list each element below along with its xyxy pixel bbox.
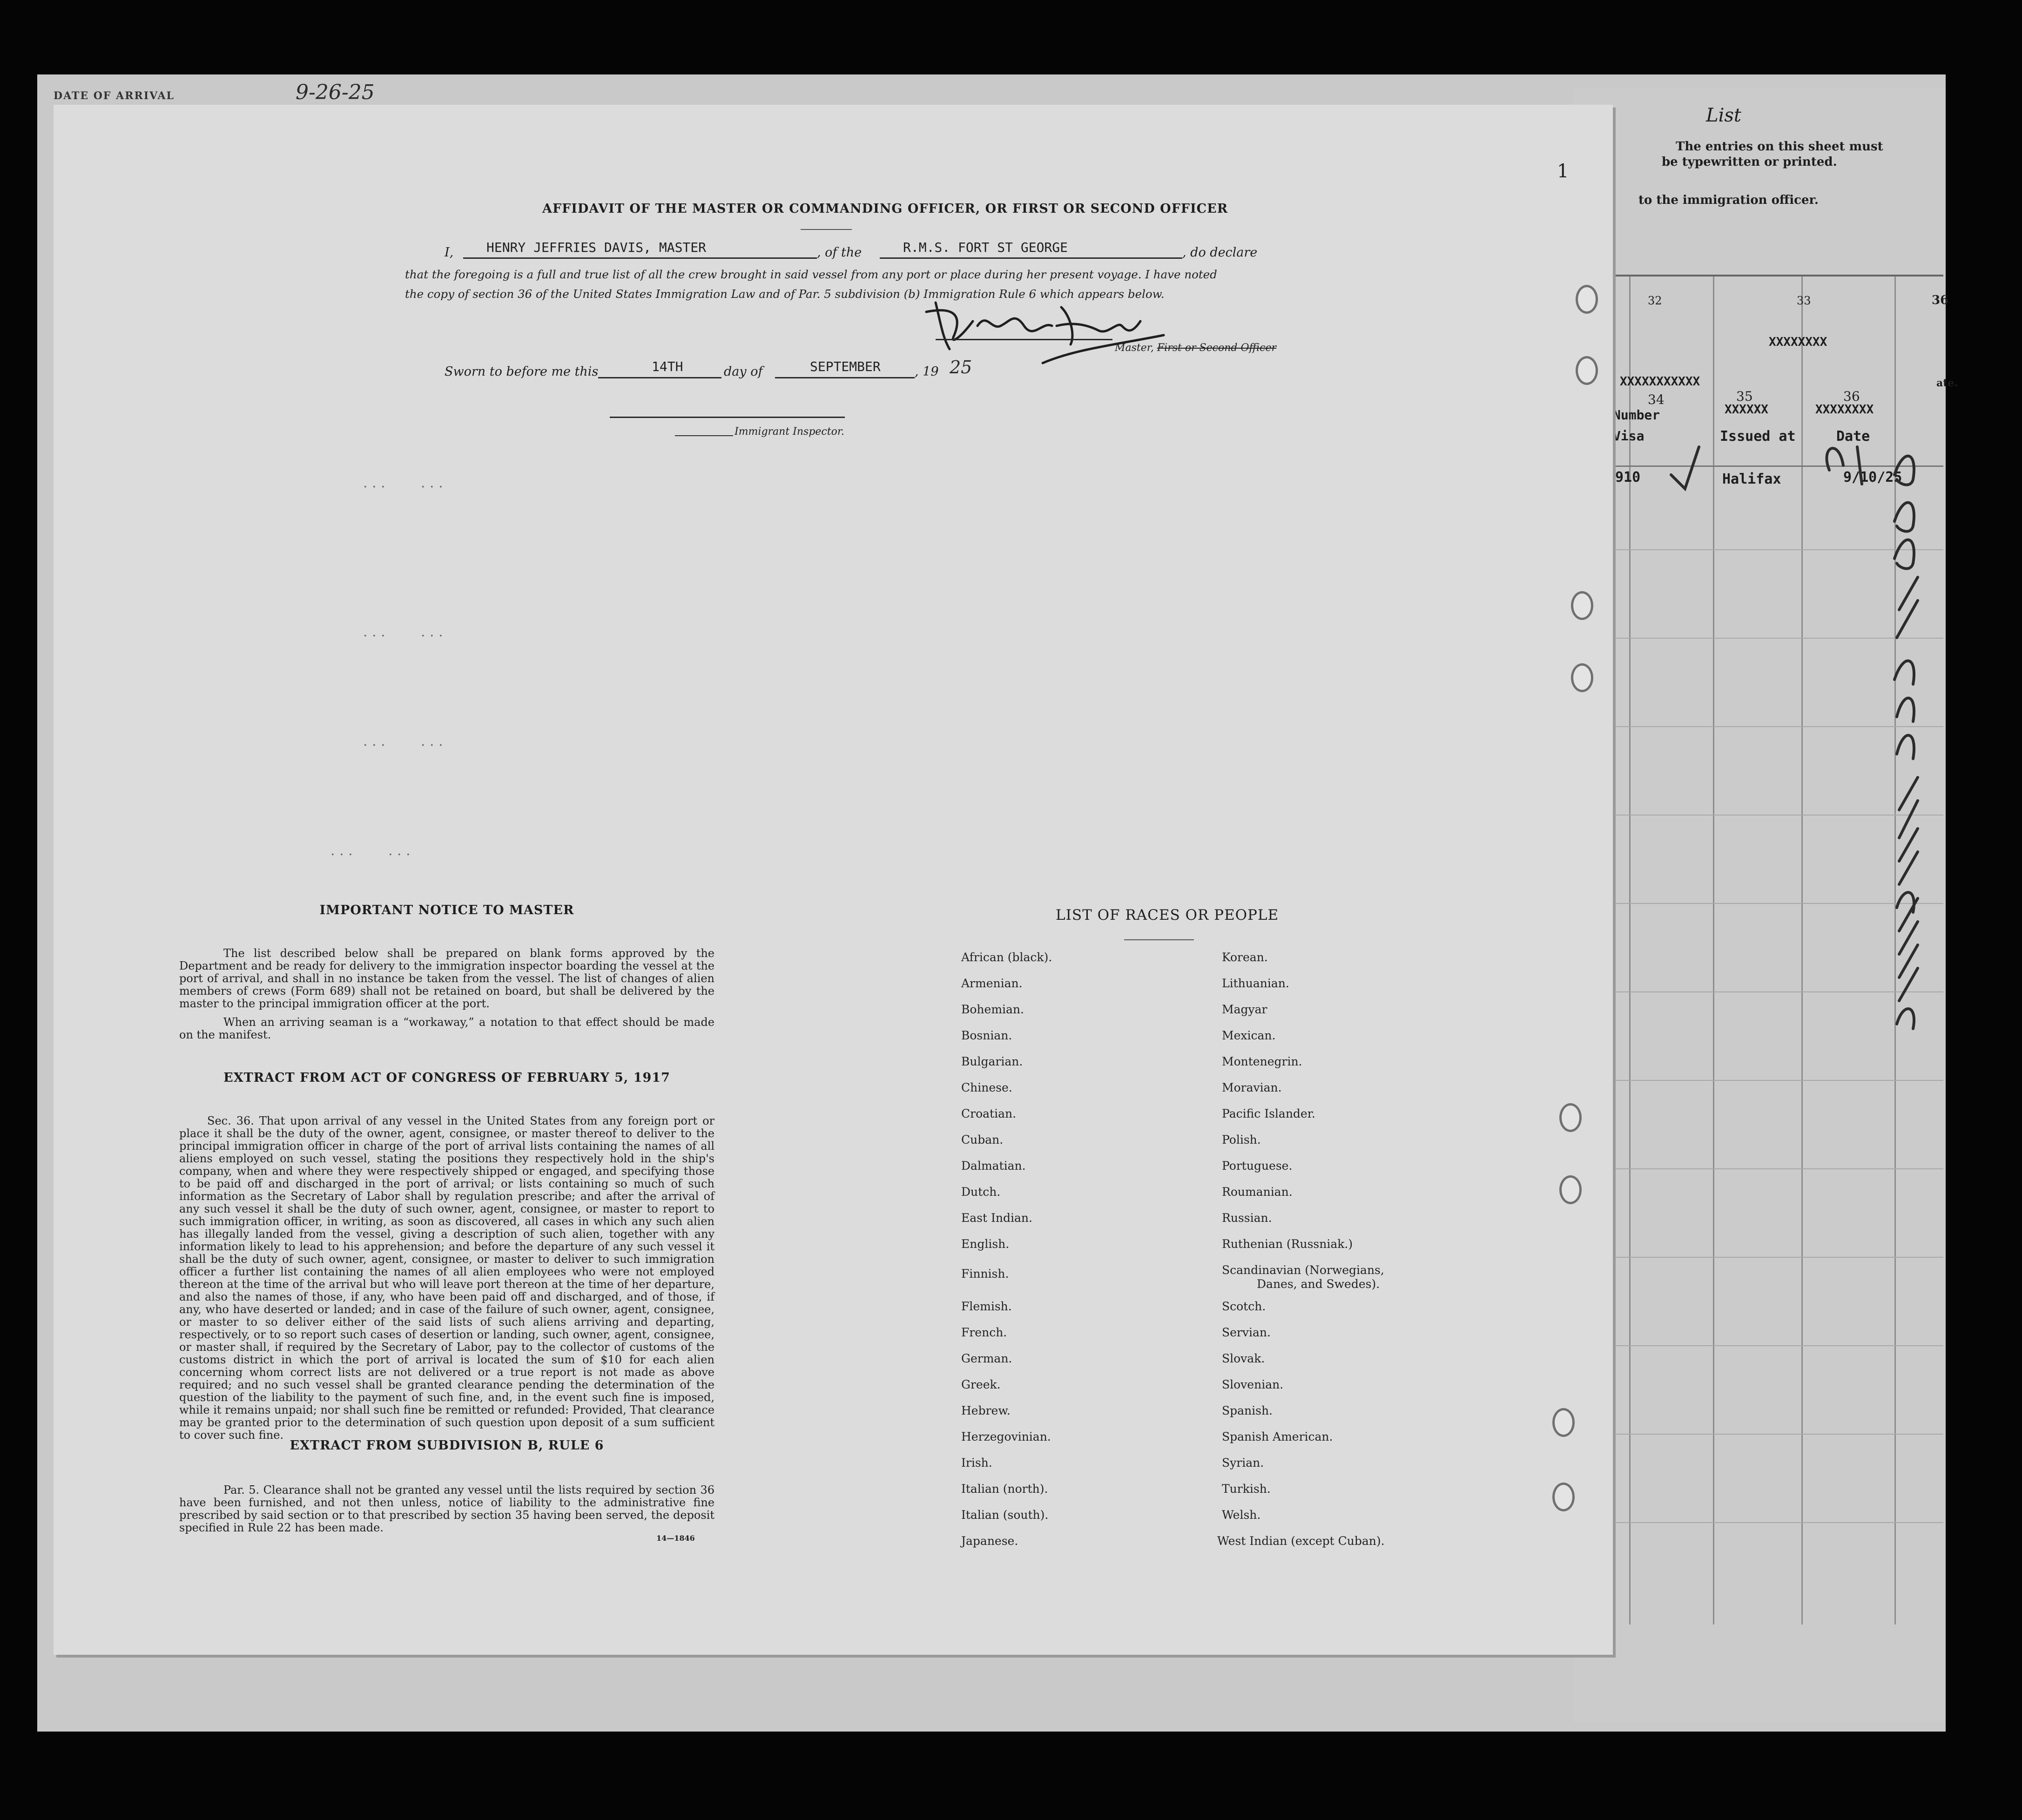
inspector-label: Immigrant Inspector. [735,426,844,438]
race-item: Ruthenian (Russniak.) [1222,1237,1353,1251]
signature-line [936,339,1112,340]
officer-note: to the immigration officer. [1638,193,1819,207]
race-item: Croatian. [961,1107,1017,1120]
col34-label-visa: Visa [1613,428,1645,444]
punch-hole [1576,285,1598,314]
i-prefix: I, [445,245,454,260]
race-item: Welsh. [1222,1508,1261,1522]
race-item: Lithuanian. [1222,977,1289,990]
col34-number: 34 [1648,392,1665,407]
day-of-label: day of [724,364,763,379]
race-item: Bohemian. [961,1003,1024,1016]
race-item: West Indian (except Cuban). [1217,1534,1385,1548]
instruction-line-2: be typewritten or printed. [1662,155,1837,169]
crossed-out-left-header: XXXXXXXXXXX [1620,375,1700,389]
sworn-line [445,356,1003,384]
crossed-out-header: XXXXXXXX [1769,335,1827,349]
race-item: Russian. [1222,1211,1272,1225]
race-item: Slovenian. [1222,1378,1284,1391]
race-item: Scotch. [1222,1300,1266,1313]
punch-hole [1576,356,1598,385]
race-item-continuation: Danes, and Swedes). [1257,1277,1380,1291]
inspector-signature-line [610,417,845,418]
punch-hole [1552,1483,1575,1511]
master-name-field[interactable]: HENRY JEFFRIES DAVIS, MASTER [486,240,707,255]
affidavit-title: AFFIDAVIT OF THE MASTER OR COMMANDING OFFICER, OR FIRST OR SECOND OFFICER [542,202,1228,216]
race-item: Dutch. [961,1185,1001,1199]
extract-act-title: EXTRACT FROM ACT OF CONGRESS OF FEBRUARY 5, 1917 [223,1071,670,1085]
sworn-month-blank [775,377,915,378]
master-name-blank [463,257,817,259]
title-rule [801,229,852,230]
race-item: Moravian. [1222,1081,1282,1094]
punch-hole [1571,591,1593,620]
race-item: Portuguese. [1222,1159,1293,1173]
date-of-arrival-strip [54,81,379,107]
punch-hole [1559,1175,1582,1204]
sworn-month-field[interactable]: SEPTEMBER [810,359,881,374]
race-item: Italian (north). [961,1482,1048,1496]
race-item: Bosnian. [961,1029,1012,1042]
declaration-line-2: that the foregoing is a full and true list of all the crew brought in said vessel from any port or place during her present voyage. I have noted [405,268,1217,281]
punch-hole [1571,663,1593,692]
race-item: Cuban. [961,1133,1004,1146]
right-sheet-header [1620,105,1946,216]
col35-number: 35 [1736,389,1753,404]
edge-label: ate. [1936,377,1958,389]
col34-label-number: Number [1613,407,1660,423]
col35-label: Issued at [1720,428,1796,445]
race-item: Korean. [1222,950,1268,964]
race-item: Armenian. [961,977,1023,990]
sworn-prefix: Sworn to before me this [445,364,599,379]
struck-officer-caption: First or Second Officer [1157,342,1277,354]
race-item: Polish. [1222,1133,1261,1146]
grid-line [1576,275,1943,276]
race-item: Japanese. [961,1534,1018,1548]
col36-label: Date [1836,428,1870,445]
col-number-32: 32 [1648,294,1662,307]
race-item: Roumanian. [1222,1185,1293,1199]
handwritten-check-marks [1643,438,1932,1071]
grid-line [1576,1168,1943,1169]
races-right-column [1217,950,1501,1565]
notice-paragraph-2: When an arriving seaman is a “workaway,” a notation to that effect should be made on the manifest. [179,1016,714,1041]
race-item: East Indian. [961,1211,1032,1225]
race-item: Greek. [961,1378,1001,1391]
race-item: Pacific Islander. [1222,1107,1315,1120]
race-item: Servian. [1222,1326,1271,1339]
section-36-text: Sec. 36. That upon arrival of any vessel in the United States from any foreign port or place it shall be the duty of the owner, agent, consignee, or master thereof to deliver to the principal immigration officer in charge of the port of arrival lists containing the names of all aliens employed on such vessel, stating the positions they respectively hold in the ship's company, when and where they were respectively shipped or engaged, and specifying those to be paid off and discharged in the port of arrival; or lists containing so much of such information as the Secretary of Labor shall by regulation prescribe; and after the arrival of any such vessel it shall be the duty of such owner, agent, consignee, or master to report to such immigration officer, in writing, as soon as discovered, all cases in which any such alien has illegally landed from the vessel, giving a description of such alien, together with any information likely to lead to his apprehension; and before the departure of any such vessel it shall be the duty of such owner, agent, consignee, or master to deliver to such immigration officer a further list containing the names of all alien employees who were not employed thereon at the time of the arrival but who will leave port thereon at the time of her departure, and also the names of those, if any, who have been paid off and discharged, and of those, if any, who have deserted or landed; and in case of the failure of such owner, agent, consignee, or master to so deliver either of the said lists of such aliens arriving and departing, respectively, or to so report such cases of desertion or landing, such owner, agent, consignee, or master shall, if required by the Secretary of Labor, pay to the collector of customs of the customs district in which the port of arrival is located the sum of $10 for each alien concerning whom correct lists are not delivered or a true report is not made as above required; and no such vessel shall be granted clearance pending the determination of the question of the liability to the payment of such fine, and, in the event such fine is imposed, while it remains unpaid; nor shall such fine be remitted or refunded: Provided, That clearance may be granted prior to the determination of such question upon deposit of a sum sufficient to cover such fine. [179,1114,714,1442]
grid-line [1576,1080,1943,1081]
races-left-column [961,950,1194,1565]
race-item: Mexican. [1222,1029,1276,1042]
visa-number-cell: 910 [1615,469,1641,485]
vessel-blank [880,257,1182,259]
col36-crossed: XXXXXXXX [1815,403,1874,417]
races-title: LIST OF RACES OR PEOPLE [1056,907,1279,923]
race-item: Montenegrin. [1222,1055,1302,1068]
grid-line [1576,1257,1943,1258]
race-item: Turkish. [1222,1482,1271,1496]
race-item: Spanish American. [1222,1430,1333,1443]
race-item: African (black). [961,950,1052,964]
grid-line [1576,1434,1943,1435]
sworn-year-field[interactable]: 25 [950,357,972,377]
race-item: Bulgarian. [961,1055,1023,1068]
race-item: Dalmatian. [961,1159,1026,1173]
vessel-name-field[interactable]: R.M.S. FORT ST GEORGE [903,240,1068,255]
race-item: German. [961,1352,1012,1365]
notice-block [179,903,714,1555]
instruction-line-1: The entries on this sheet must [1676,140,1883,154]
col36-number: 36 [1843,389,1860,404]
do-declare-label: , do declare [1182,245,1258,260]
races-title-rule [1124,939,1194,940]
grid-line [1576,1345,1943,1346]
dot-leaders: . . . . . . . . . . . . . . . . . . . . . . . . [330,475,443,859]
race-item: Flemish. [961,1300,1012,1313]
inspector-rule [675,435,733,436]
race-item: Herzegovinian. [961,1430,1051,1443]
visa-date-cell: 9/10/25 [1843,469,1902,485]
date-of-arrival-label: DATE OF ARRIVAL [54,90,175,102]
grid-line [1576,1522,1943,1523]
race-item: Finnish. [961,1267,1009,1281]
race-item: Hebrew. [961,1404,1011,1417]
race-item: Scandinavian (Norwegians, [1222,1263,1384,1277]
signature-caption [1115,342,1276,354]
col-number-33: 33 [1797,294,1811,307]
notice-title: IMPORTANT NOTICE TO MASTER [319,903,574,917]
race-item: French. [961,1326,1007,1339]
master-caption: Master, [1115,342,1154,354]
race-item: Irish. [961,1456,992,1469]
form-number: 14—1846 [656,1534,695,1543]
extract-rule-title: EXTRACT FROM SUBDIVISION B, RULE 6 [290,1438,604,1453]
race-item: Syrian. [1222,1456,1264,1469]
sworn-day-blank [598,377,721,378]
list-title: List [1706,105,1741,126]
paragraph-5-text: Par. 5. Clearance shall not be granted any vessel until the lists required by section 36 have been furnished, and not then unless, notice of liability to the administrative fine prescribed by said section or to that prescribed by section 35 having been served, the deposit specified in Rule 22 has been made. [179,1483,714,1534]
race-item: Chinese. [961,1081,1012,1094]
declaration-line-3: the copy of section 36 of the United States Immigration Law and of Par. 5 subdivision (b) Immigration Rule 6 which appears below. [405,287,1165,301]
race-item: Magyar [1222,1003,1267,1016]
col35-crossed: XXXXXX [1725,403,1768,417]
race-item: Italian (south). [961,1508,1049,1522]
race-item: Slovak. [1222,1352,1265,1365]
punch-hole [1552,1408,1575,1437]
issued-at-cell: Halifax [1722,471,1781,487]
race-item: English. [961,1237,1010,1251]
sworn-day-field[interactable]: 14TH [652,359,683,374]
year-prefix: , 19 [915,364,939,379]
notice-paragraph-1: The list described below shall be prepared on blank forms approved by the Department and be ready for delivery to the immigration inspector boarding the vessel at the port of arrival, and shall in no instance be taken from the vessel. The list of changes of alien members of crews (Form 689) shall not be retained on board, but shall be delivered by the master to the principal immigration officer at the port. [179,947,714,1010]
arrival-date-handwritten: 9-26-25 [296,81,375,104]
race-item: Spanish. [1222,1404,1273,1417]
col-number-36: 36 [1932,293,1949,307]
page-mark: 1 [1557,161,1569,182]
declaration-line-1 [445,240,1282,263]
punch-hole [1559,1103,1582,1132]
of-the-label: , of the [817,245,862,260]
